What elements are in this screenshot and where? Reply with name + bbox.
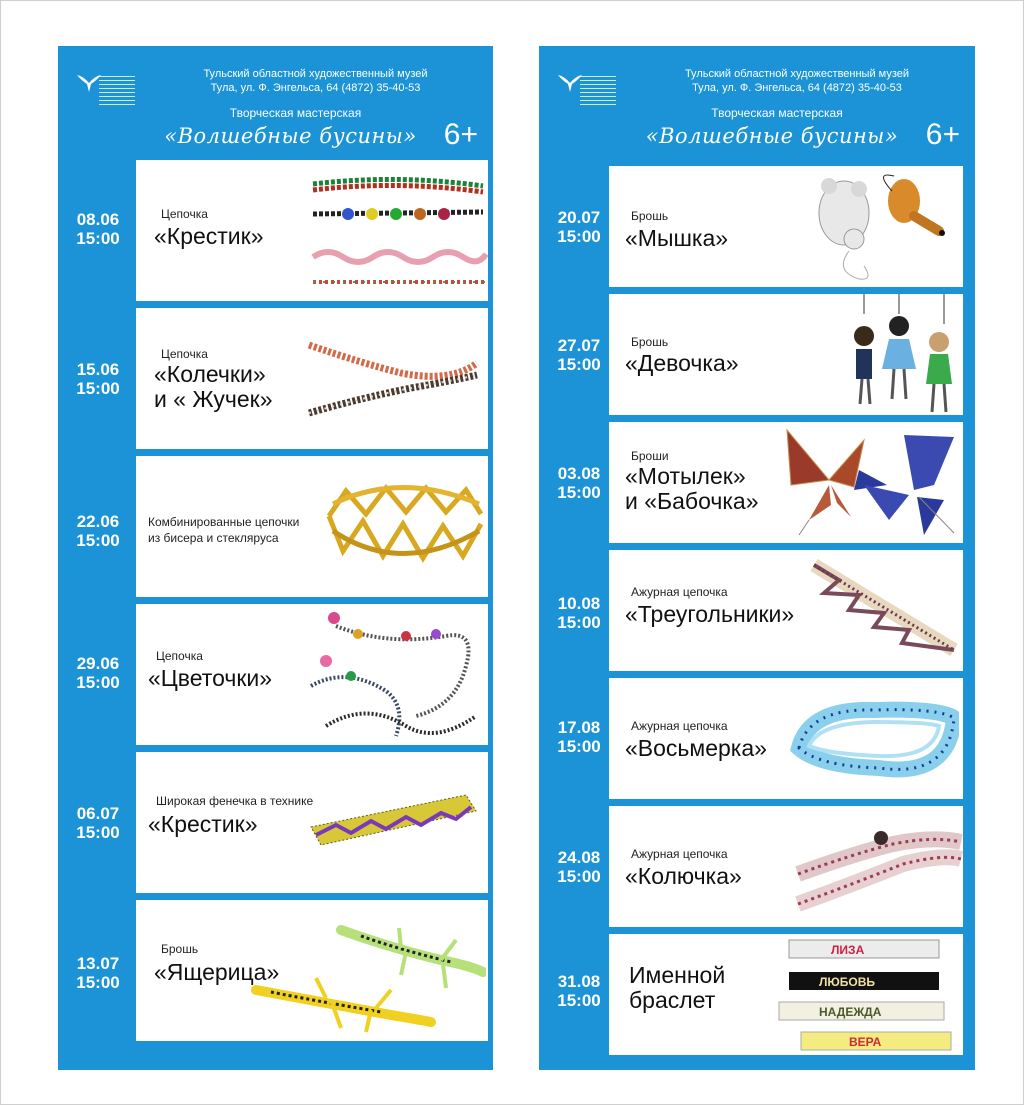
session-date: 20.07 15:00	[557, 208, 601, 246]
session-subtitle: Цепочка	[156, 649, 203, 663]
session-card	[609, 422, 963, 543]
session-card	[136, 456, 488, 597]
museum-address: Тула, ул. Ф. Энгельса, 64 (4872) 35-40-53	[692, 82, 902, 94]
bracelet-name-text: ВЕРА	[849, 1035, 882, 1049]
session-subtitle: Цепочка	[161, 207, 208, 221]
session-card	[609, 934, 963, 1055]
beaded-chains-image	[308, 172, 488, 292]
session-subtitle: Ажурная цепочка	[631, 585, 728, 599]
session-title: «Треугольники»	[625, 601, 795, 627]
session-subtitle: Широкая фенечка в технике	[156, 794, 314, 808]
museum-logo	[76, 72, 134, 112]
session-card	[609, 806, 963, 927]
session-row	[539, 806, 975, 949]
session-date: 10.08 15:00	[557, 594, 601, 632]
session-date: 03.08 15:00	[557, 464, 601, 502]
triangle-chain-image	[804, 555, 963, 665]
session-title: «Ящерица»	[154, 959, 280, 985]
museum-name: Тульский областной художественный музей	[203, 68, 428, 80]
session-subtitle: Брошь	[631, 209, 669, 223]
session-subtitle: Брошь	[631, 335, 669, 349]
age-rating: 6+	[443, 118, 478, 151]
session-card	[136, 752, 488, 893]
session-subtitle: Брошь	[161, 942, 199, 956]
session-title: «Цветочки»	[148, 665, 273, 691]
bracelet-name-text: ЛИЗА	[831, 943, 865, 957]
session-row	[58, 752, 493, 895]
session-row	[58, 900, 493, 1043]
lizard-brooches-image	[251, 920, 486, 1040]
session-title: «Колечки» и « Жучек»	[154, 361, 273, 412]
session-date: 31.08 15:00	[557, 972, 601, 1010]
session-date: 29.06 15:00	[76, 654, 120, 692]
museum-address: Тула, ул. Ф. Энгельса, 64 (4872) 35-40-53	[210, 82, 421, 94]
bugle-bead-bracelet-image	[321, 476, 486, 591]
workshop-title: «Волшебные бусины»	[164, 124, 417, 148]
session-row	[58, 456, 493, 599]
session-date: 27.07 15:00	[557, 336, 601, 374]
session-title: «Крестик»	[148, 811, 258, 837]
session-date: 22.06 15:00	[76, 512, 120, 550]
session-subtitle: Броши	[631, 449, 669, 463]
session-card	[136, 604, 488, 745]
session-card	[136, 900, 488, 1041]
session-row	[539, 294, 975, 437]
name-bracelets-image	[771, 938, 956, 1053]
flower-chains-image	[306, 606, 486, 744]
session-date: 24.08 15:00	[557, 848, 601, 886]
girl-brooches-image	[844, 294, 963, 415]
session-card	[609, 294, 963, 415]
session-date: 06.07 15:00	[76, 804, 120, 842]
session-title: «Крестик»	[154, 223, 264, 249]
session-title: «Восьмерка»	[625, 735, 767, 761]
museum-logo	[557, 72, 615, 112]
figure-eight-bracelet-image	[789, 688, 959, 788]
mouse-brooches-image	[804, 171, 963, 286]
session-row	[539, 934, 975, 1077]
session-subtitle: Ажурная цепочка	[631, 847, 728, 861]
session-date: 15.06 15:00	[76, 360, 120, 398]
museum-info	[639, 67, 955, 95]
museum-name: Тульский областной художественный музей	[684, 68, 910, 80]
cross-stitch-bracelet-image	[306, 787, 481, 857]
workshop-title: «Волшебные бусины»	[645, 124, 899, 148]
session-subtitle: Комбинированные цепочки из бисера и стекляруса	[148, 515, 300, 545]
session-row	[539, 166, 975, 309]
workshop-label: Творческая мастерская	[711, 106, 843, 120]
ring-and-bug-chains-image	[301, 333, 481, 433]
session-date: 13.07 15:00	[76, 954, 120, 992]
thorny-chain-image	[793, 814, 963, 924]
session-row	[539, 550, 975, 693]
session-title: «Мотылек» и «Бабочка»	[625, 463, 759, 514]
moth-and-butterfly-image	[769, 425, 959, 540]
session-card	[609, 166, 963, 287]
bracelet-name-text: НАДЕЖДА	[819, 1005, 882, 1019]
session-title: Именной браслет	[629, 962, 726, 1013]
session-row	[58, 160, 493, 303]
age-rating: 6+	[925, 118, 960, 151]
session-row	[539, 678, 975, 821]
session-row	[58, 604, 493, 747]
session-row	[58, 308, 493, 451]
session-card	[609, 550, 963, 671]
session-subtitle: Цепочка	[161, 347, 208, 361]
museum-info	[158, 67, 473, 95]
session-title: «Мышка»	[625, 225, 729, 251]
workshop-label: Творческая мастерская	[229, 106, 362, 120]
session-title: «Колючка»	[625, 863, 742, 889]
session-date: 08.06 15:00	[76, 210, 120, 248]
session-card	[136, 160, 488, 301]
session-row	[539, 422, 975, 565]
bracelet-name-text: ЛЮБОВЬ	[819, 975, 876, 989]
session-card	[136, 308, 488, 449]
session-date: 17.08 15:00	[557, 718, 601, 756]
session-title: «Девочка»	[625, 350, 739, 376]
session-subtitle: Ажурная цепочка	[631, 719, 728, 733]
session-card	[609, 678, 963, 799]
